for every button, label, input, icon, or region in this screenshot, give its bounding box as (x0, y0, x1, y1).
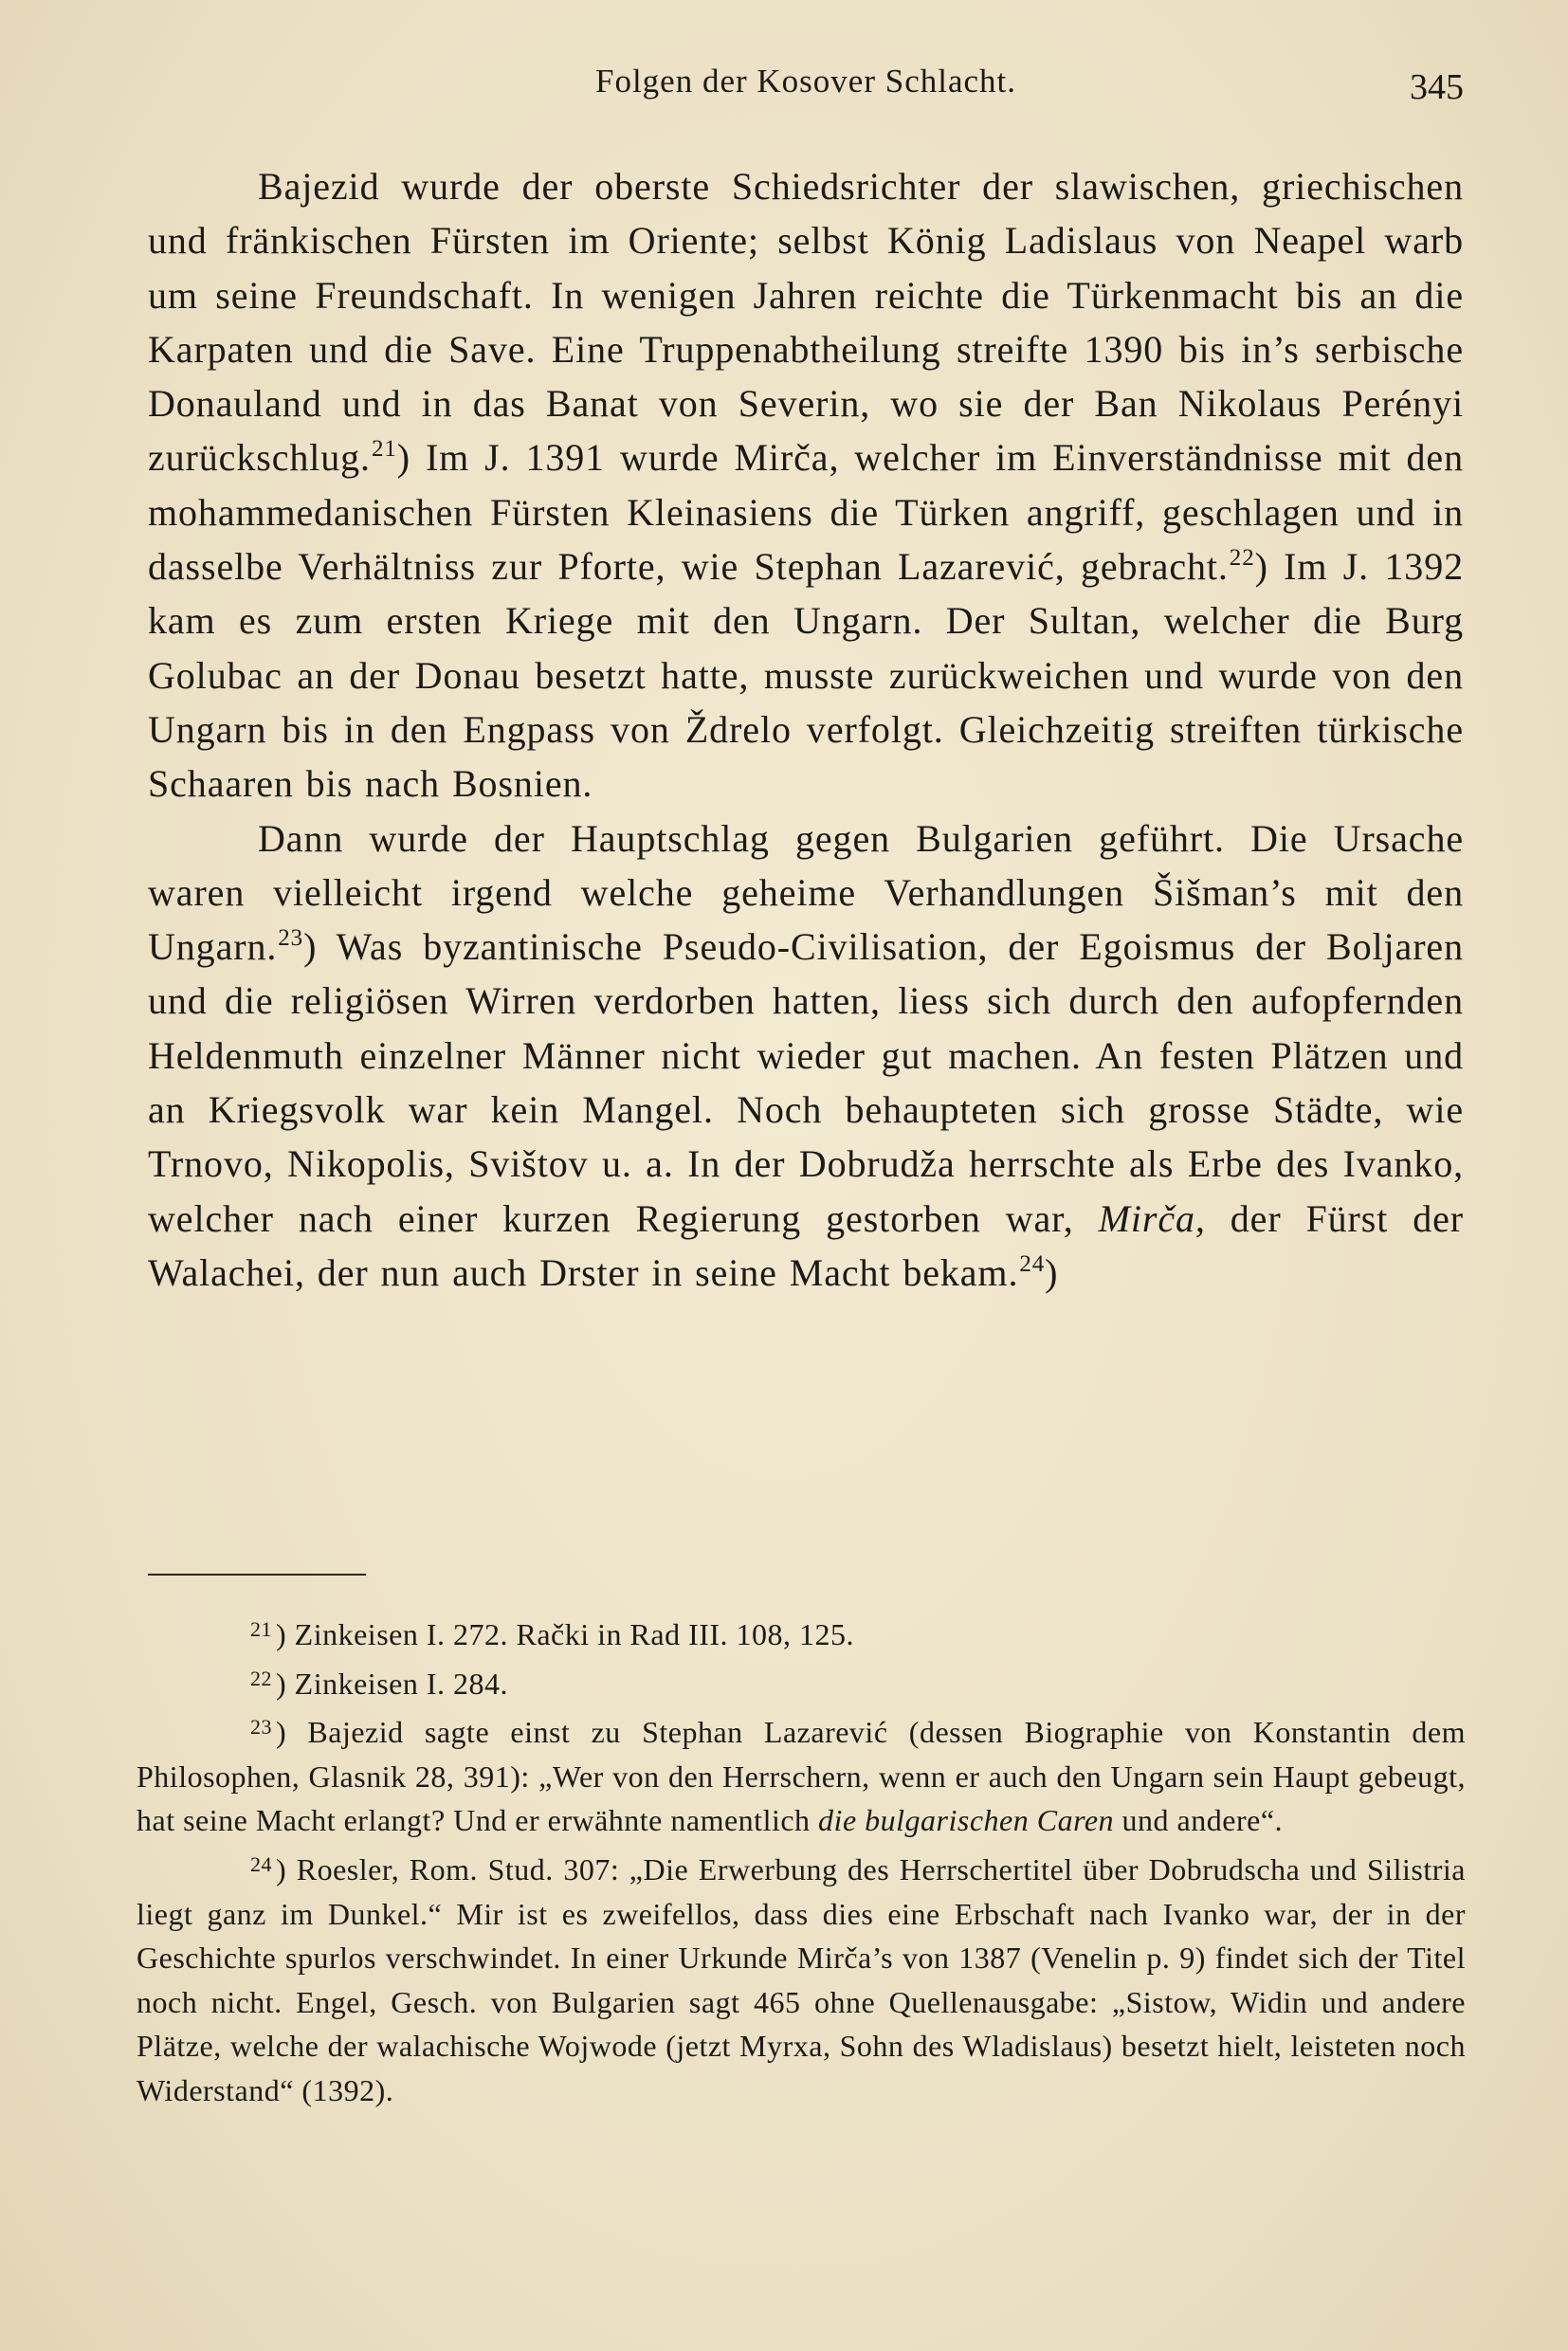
footnote-23-italic: die bulgarischen Caren (818, 1803, 1115, 1838)
footnote-22-text: ) Zinkeisen I. 284. (276, 1666, 508, 1701)
paragraph-2-text-d: ) (1045, 1250, 1059, 1294)
footnote-ref-21: 21 (371, 436, 397, 463)
paragraph-2-text-c: der Fürst der Walachei, der nun auch Drster in seine Macht bekam. (148, 1196, 1464, 1294)
footnote-24 (137, 1843, 1466, 2113)
footnote-number-21: 21 (250, 1617, 272, 1641)
footnote-divider (148, 1574, 366, 1576)
footnote-number-23: 23 (250, 1715, 272, 1740)
paragraph-1-text-c: ) Im J. 1392 kam es zum ersten Kriege mit den Ungarn. Der Sultan, welcher die Burg Golubac an der Donau besetzt hatte, musste zurückweichen und wurde von den Ungarn bis in den Engpass von Ždrelo verfolgt. Gleichzeitig streiften türkische Schaaren bis nach Bosnien. (148, 545, 1464, 806)
footnote-ref-22: 22 (1229, 545, 1255, 572)
page-number: 345 (1410, 67, 1464, 107)
paragraph-1 (148, 159, 1464, 811)
footnote-21 (137, 1608, 1466, 1657)
paragraph-1-text-a: Bajezid wurde der oberste Schiedsrichter der slawischen, griechischen und fränkischen Fürsten im Oriente; selbst König Ladislaus von Neapel warb um seine Freundschaft. In wenigen Jahren reichte die Türkenmacht bis an die Karpaten und die Save. Eine Truppenabtheilung streifte 1390 bis in’s serbische Donauland und in das Banat von Severin, wo sie der Ban Nikolaus Perényi zurückschlug. (148, 165, 1464, 480)
paragraph-1-text-b: ) Im J. 1391 wurde Mirča, welcher im Einverständnisse mit den mohammedanischen Fürsten Kleinasiens die Türken angriff, geschlagen und in dasselbe Verhältniss zur Pforte, wie Stephan Lazarević, gebracht. (148, 436, 1464, 589)
footnote-23 (137, 1705, 1466, 1843)
footnote-24-text: ) Roesler, Rom. Stud. 307: „Die Erwerbung des Herrschertitel über Dobrudscha und Silistria liegt ganz im Dunkel.“ Mir ist es zweifellos, dass dies eine Erbschaft nach Ivanko war, der in der Geschichte spurlos verschwindet. In einer Urkunde Mirča’s von 1387 (Venelin p. 9) findet sich der Titel noch nicht. Engel, Gesch. von Bulgarien sagt 465 ohne Quellenausgabe: „Sistow, Widin und andere Plätze, welche der walachische Wojwode (jetzt Myrxa, Sohn des Wladislaus) besetzt hielt, leisteten noch Widerstand“ (1392). (137, 1851, 1466, 2107)
footnote-number-22: 22 (250, 1666, 272, 1690)
paragraph-2 (148, 811, 1464, 1301)
main-text (148, 159, 1464, 1300)
paragraph-2-italic-name: Mirča, (1098, 1196, 1206, 1240)
running-head (148, 63, 1464, 119)
footnote-23-text-b: und andere“. (1121, 1803, 1284, 1838)
paragraph-2-text-a: Dann wurde der Hauptschlag gegen Bulgarien geführt. Die Ursache waren vielleicht irgend welche geheime Verhandlungen Šišman’s mit den Ungarn. (148, 816, 1464, 969)
paragraph-2-text-b: ) Was byzantinische Pseudo-Civilisation, der Egoismus der Boljaren und die religiösen Wirren verdorben hatten, liess sich durch den aufopfernden Heldenmuth einzelner Männer nicht wieder gut machen. An festen Plätzen und an Kriegsvolk war kein Mangel. Noch behaupteten sich grosse Städte, wie Trnovo, Nikopolis, Svištov u. a. In der Dobrudža herrschte als Erbe des Ivanko, welcher nach einer kurzen Regierung gestorben war, (148, 925, 1464, 1240)
running-title: Folgen der Kosover Schlacht. (594, 63, 1017, 100)
footnote-ref-23: 23 (278, 925, 304, 952)
footnote-number-24: 24 (250, 1851, 272, 1876)
footnotes (137, 1608, 1466, 2113)
footnote-ref-24: 24 (1019, 1250, 1046, 1277)
footnote-21-text: ) Zinkeisen I. 272. Rački in Rad III. 108, 125. (276, 1617, 855, 1651)
footnote-23-text-a: ) Bajezid sagte einst zu Stephan Lazarević (dessen Biographie von Konstantin dem Philosophen, Glasnik 28, 391): „Wer von den Herrschern, wenn er auch den Ungarn sein Haupt gebeugt, hat seine Macht erlangt? Und er erwähnte namentlich (137, 1715, 1466, 1838)
footnote-22 (137, 1657, 1466, 1706)
